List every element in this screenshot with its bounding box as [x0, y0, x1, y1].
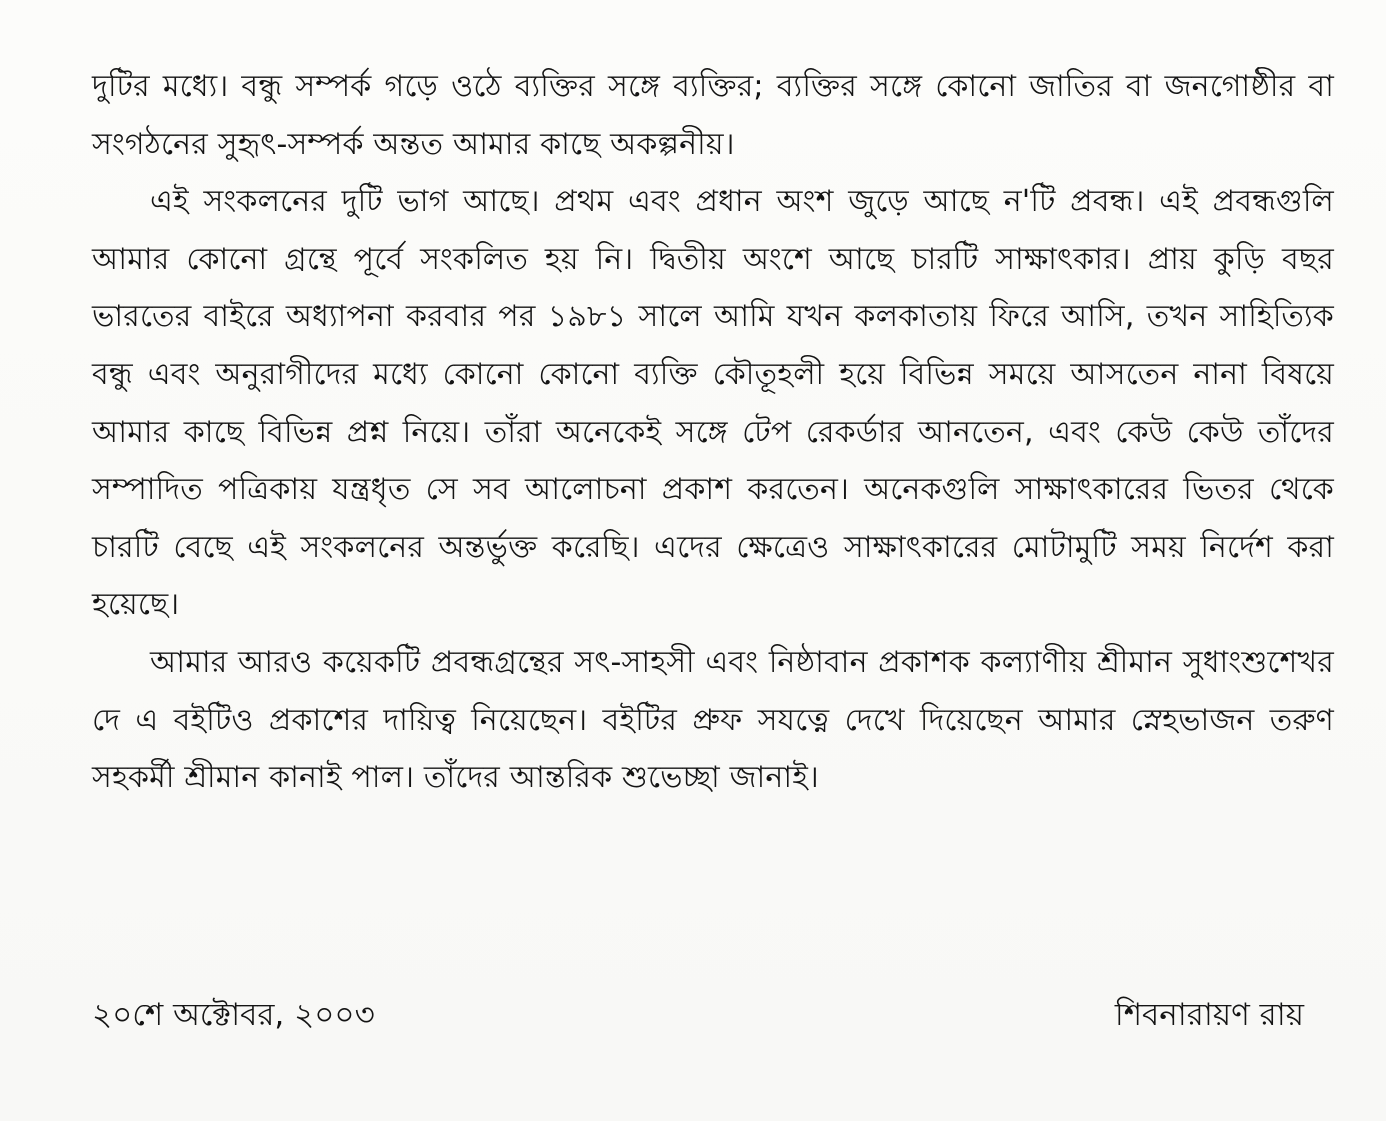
author-signature: শিবনারায়ণ রায় — [1114, 997, 1304, 1033]
paragraph-collection-overview: এই সংকলনের দুটি ভাগ আছে। প্রথম এবং প্রধান অংশ জুড়ে আছে ন'টি প্রবন্ধ। এই প্রবন্ধগুলি আমার কোনো গ্রন্থে পূর্বে সংকলিত হয় নি। দ্বিতীয় অংশে আছে চারটি সাক্ষাৎকার। প্রায় কুড়ি বছর ভারতের বাইরে অধ্যাপনা করবার পর ১৯৮১ সালে আমি যখন কলকাতায় ফিরে আসি, তখন সাহিত্যিক বন্ধু এবং অনুরাগীদের মধ্যে কোনো কোনো ব্যক্তি কৌতূহলী হয়ে বিভিন্ন সময়ে আসতেন নানা বিষয়ে আমার কাছে বিভিন্ন প্রশ্ন নিয়ে। তাঁরা অনেকেই সঙ্গে টেপ রেকর্ডার আনতেন, এবং কেউ কেউ তাঁদের সম্পাদিত পত্রিকায় যন্ত্রধৃত সে সব আলোচনা প্রকাশ করতেন। অনেকগুলি সাক্ষাৎকারের ভিতর থেকে চারটি বেছে এই সংকলনের অন্তর্ভুক্ত করেছি। এদের ক্ষেত্রেও সাক্ষাৎকারের মোটামুটি সময় নির্দেশ করা হয়েছে। — [92, 184, 1334, 623]
footer — [92, 992, 1304, 1042]
date-text: ২০শে অক্টোবর, ২০০৩ — [92, 997, 375, 1033]
paragraph-acknowledgement: আমার আরও কয়েকটি প্রবন্ধগ্রন্থের সৎ-সাহসী এবং নিষ্ঠাবান প্রকাশক কল্যাণীয় শ্রীমান সুধাংশুশেখর দে এ বইটিও প্রকাশের দায়িত্ব নিয়েছেন। বইটির প্রুফ সযত্নে দেখে দিয়েছেন আমার স্নেহভাজন তরুণ সহকর্মী শ্রীমান কানাই পাল। তাঁদের আন্তরিক শুভেচ্ছা জানাই। — [92, 644, 1334, 796]
body-text — [92, 58, 1334, 807]
paragraph-continuation: দুটির মধ্যে। বন্ধু সম্পর্ক গড়ে ওঠে ব্যক্তির সঙ্গে ব্যক্তির; ব্যক্তির সঙ্গে কোনো জাতির বা জনগোষ্ঠীর বা সংগঠনের সুহৃৎ-সম্পর্ক অন্তত আমার কাছে অকল্পনীয়। — [92, 69, 1334, 162]
